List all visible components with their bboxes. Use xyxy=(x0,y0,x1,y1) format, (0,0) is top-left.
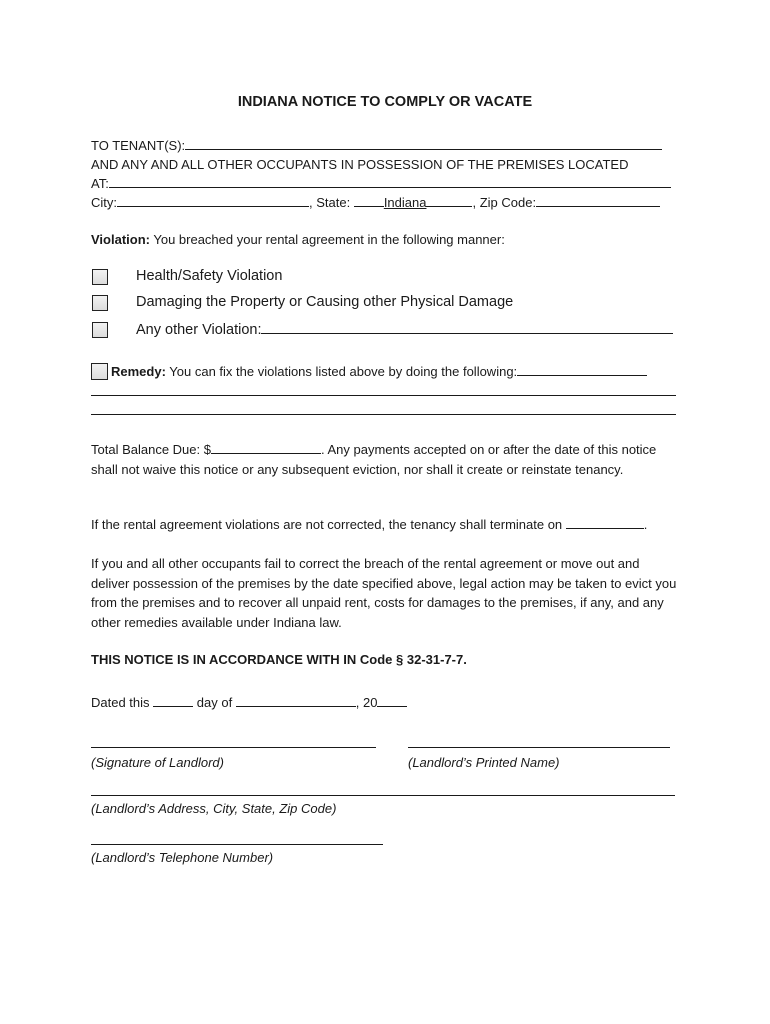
dated-prefix: Dated this xyxy=(91,695,154,710)
other-violation-field[interactable] xyxy=(261,321,673,334)
health-safety-checkbox[interactable] xyxy=(92,269,108,285)
landlord-signature-label: (Signature of Landlord) xyxy=(91,755,224,770)
balance-prefix: Total Balance Due: $ xyxy=(91,442,211,457)
other-violation-line xyxy=(136,321,673,338)
landlord-printed-name-label: (Landlord’s Printed Name) xyxy=(408,755,560,770)
month-field[interactable] xyxy=(236,694,356,707)
city-label: City: xyxy=(91,195,117,210)
remedy-field-3[interactable] xyxy=(91,414,676,415)
code-notice: THIS NOTICE IS IN ACCORDANCE WITH IN Code § 32-31-7-7. xyxy=(91,652,467,667)
landlord-address-field[interactable] xyxy=(91,795,675,796)
state-value[interactable]: Indiana xyxy=(383,195,427,210)
balance-field[interactable] xyxy=(211,441,321,454)
tenant-name-field[interactable] xyxy=(185,137,662,150)
termination-date-field[interactable] xyxy=(566,516,644,529)
landlord-address-label: (Landlord’s Address, City, State, Zip Code) xyxy=(91,801,337,816)
document-title: INDIANA NOTICE TO COMPLY OR VACATE xyxy=(237,94,533,110)
violation-text: You breached your rental agreement in the following manner: xyxy=(149,232,505,247)
health-safety-label: Health/Safety Violation xyxy=(136,268,283,284)
remedy-field-2[interactable] xyxy=(91,395,676,396)
dated-line xyxy=(91,693,407,712)
other-violation-checkbox[interactable] xyxy=(92,322,108,338)
landlord-signature-field[interactable] xyxy=(91,747,376,748)
occupants-line: AND ANY AND ALL OTHER OCCUPANTS IN POSSESSION OF THE PREMISES LOCATED xyxy=(91,157,629,172)
violation-label: Violation: xyxy=(91,232,150,247)
other-violation-label: Any other Violation: xyxy=(136,322,262,338)
at-label: AT: xyxy=(91,176,109,191)
zip-field[interactable] xyxy=(536,194,660,207)
tenant-line xyxy=(91,136,662,155)
landlord-telephone-field[interactable] xyxy=(91,844,383,845)
city-state-zip-line xyxy=(91,193,660,212)
address-line xyxy=(91,174,671,193)
balance-suffix: . Any payments accepted on or after the date of this notice shall not waive this notice or any subsequent eviction, nor shall it create or reinstate tenancy. xyxy=(91,442,657,477)
premises-address-field[interactable] xyxy=(109,175,671,188)
dated-day-of: day of xyxy=(193,695,236,710)
termination-line: If the rental agreement violations are not corrected, the tenancy shall terminate on . xyxy=(91,517,648,532)
state-suffix-field xyxy=(426,194,472,207)
to-tenants-label: TO TENANT(S): xyxy=(91,138,186,153)
balance-paragraph xyxy=(91,440,681,479)
year-field[interactable] xyxy=(377,694,407,707)
city-field[interactable] xyxy=(117,194,309,207)
state-prefix-field xyxy=(354,194,384,207)
landlord-printed-name-field[interactable] xyxy=(408,747,670,748)
remedy-field-1[interactable] xyxy=(517,363,647,376)
zip-label: , Zip Code: xyxy=(472,195,537,210)
day-field[interactable] xyxy=(153,694,193,707)
remedy-text: You can fix the violations listed above by doing the following: xyxy=(165,364,518,379)
damage-checkbox[interactable] xyxy=(92,295,108,311)
remedy-line xyxy=(111,363,647,379)
legal-paragraph: If you and all other occupants fail to correct the breach of the rental agreement or move out and deliver possession of the premises by the date specified above, legal action may be taken to evict you from the premises and to recover all unpaid rent, costs for damages to the premises, if any, and any other remedies available under Indiana law. xyxy=(91,556,677,630)
damage-label: Damaging the Property or Causing other Physical Damage xyxy=(136,294,514,310)
dated-year-prefix: , 20 xyxy=(355,695,378,710)
landlord-telephone-label: (Landlord’s Telephone Number) xyxy=(91,850,274,865)
remedy-label: Remedy: xyxy=(111,364,166,379)
remedy-checkbox[interactable] xyxy=(91,363,108,380)
violation-line xyxy=(91,230,505,249)
termination-text: If the rental agreement violations are not corrected, the tenancy shall terminate on xyxy=(91,517,566,532)
state-label: , State: xyxy=(309,195,354,210)
